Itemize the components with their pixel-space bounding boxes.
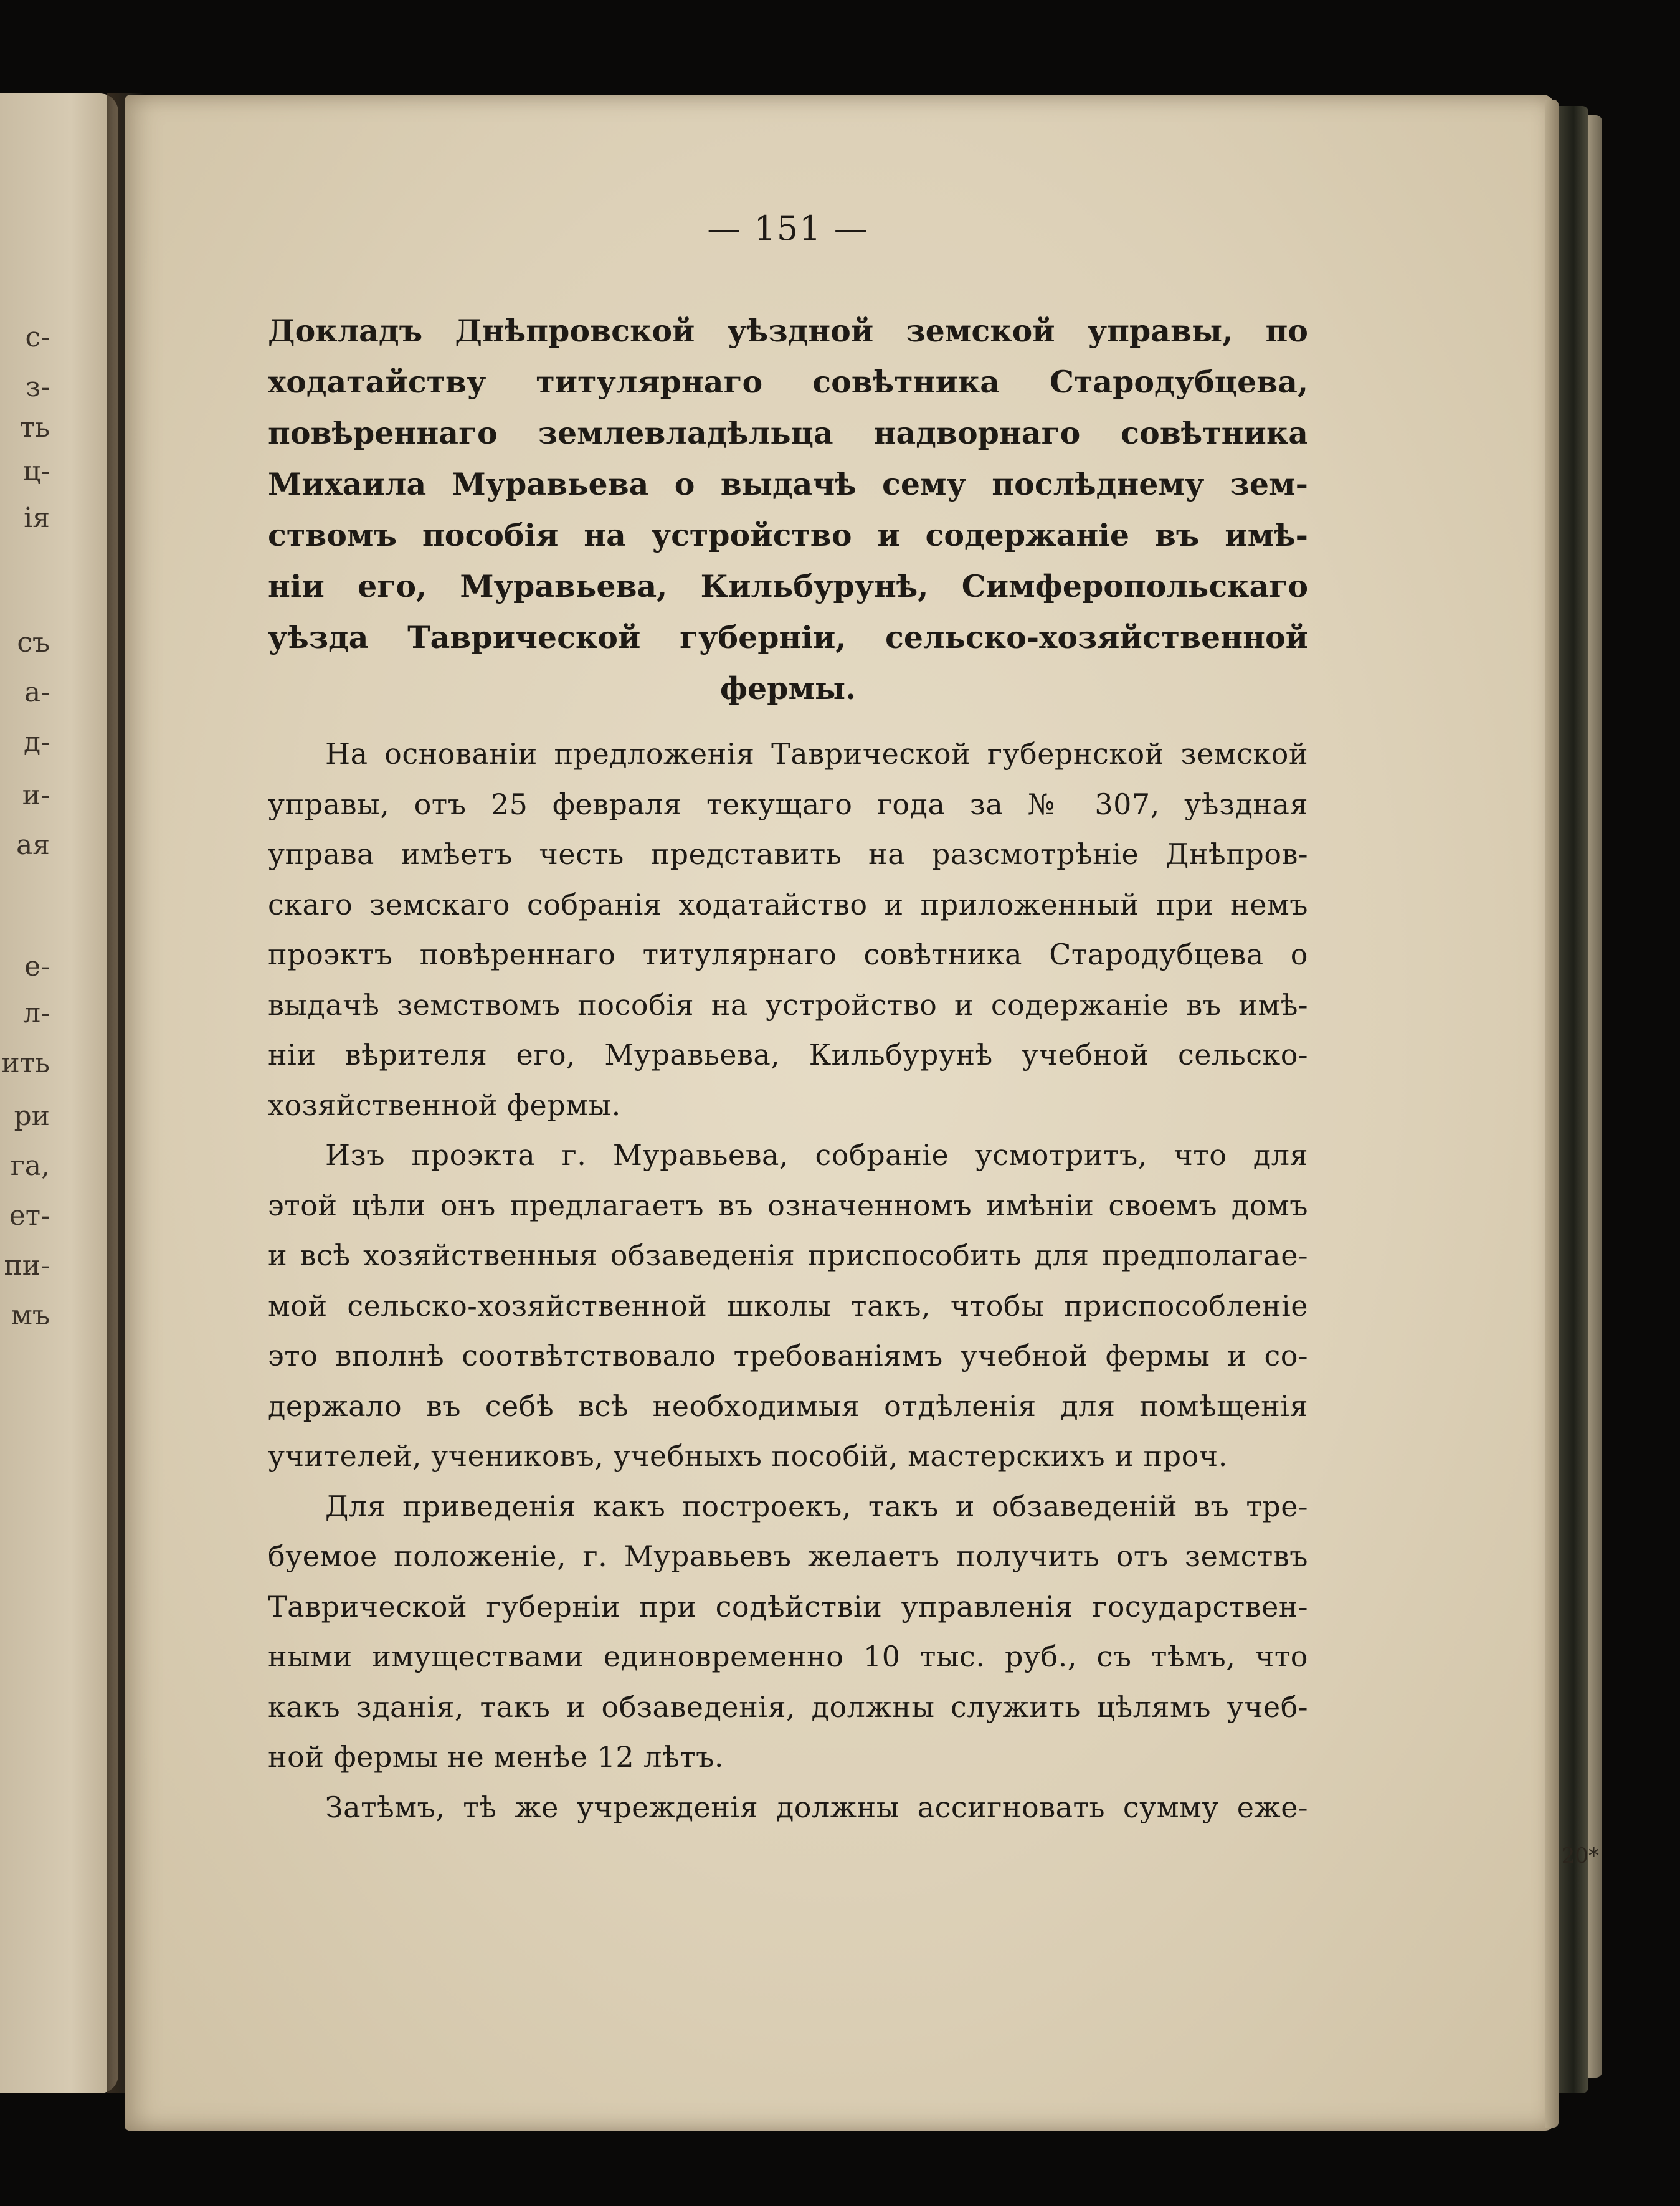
paragraph-line: управа имѣетъ честь представить на разсмотрѣніе Днѣпров- bbox=[268, 837, 1308, 871]
previous-page-text-fragment: ет- bbox=[9, 1200, 50, 1232]
book-cover-edge bbox=[1559, 106, 1588, 2093]
previous-page-text-fragment: ая bbox=[16, 829, 50, 861]
paragraph-line: скаго земскаго собранія ходатайство и приложенный при немъ bbox=[268, 887, 1308, 921]
page-number: — 151 — bbox=[707, 209, 869, 248]
paragraph-line: Для приведенія какъ построекъ, такъ и обзаведеній въ тре- bbox=[325, 1489, 1308, 1523]
previous-page-text-fragment: мъ bbox=[11, 1300, 50, 1331]
previous-page-text-fragment: ить bbox=[1, 1047, 50, 1079]
previous-page-text-fragment: съ bbox=[17, 627, 50, 658]
paragraph-line: управы, отъ 25 февраля текущаго года за № 307, уѣздная bbox=[268, 787, 1308, 821]
previous-page-text-fragment: з- bbox=[26, 371, 50, 403]
paragraph-line: проэктъ повѣреннаго титулярнаго совѣтника Стародубцева о bbox=[268, 938, 1308, 971]
paragraph-line: это вполнѣ соотвѣтствовало требованіямъ учебной фермы и со- bbox=[268, 1339, 1308, 1372]
paragraph-line: Таврической губерніи при содѣйствіи управленія государствен- bbox=[268, 1589, 1308, 1624]
paragraph-line: какъ зданія, такъ и обзаведенія, должны служить цѣлямъ учеб- bbox=[268, 1690, 1308, 1724]
paragraph-line: мой сельско-хозяйственной школы такъ, чтобы приспособленіе bbox=[268, 1288, 1308, 1323]
paragraph-line: Изъ проэкта г. Муравьева, собраніе усмотритъ, что для bbox=[325, 1138, 1308, 1172]
previous-page-text-fragment: ц- bbox=[22, 455, 50, 487]
heading-line: повѣреннаго землевладѣльца надворнаго совѣтника bbox=[268, 415, 1308, 451]
previous-page-text-fragment: ія bbox=[24, 502, 50, 534]
paragraph-line: ной фермы не менѣе 12 лѣтъ. bbox=[268, 1740, 724, 1774]
heading-line: ствомъ пособія на устройство и содержаніе въ имѣ- bbox=[268, 517, 1308, 553]
paragraph-line: выдачѣ земствомъ пособія на устройство и содержаніе въ имѣ- bbox=[268, 987, 1308, 1022]
heading-line: ніи его, Муравьева, Кильбурунѣ, Симферопольскаго bbox=[268, 568, 1308, 604]
heading-line: ходатайству титулярнаго совѣтника Стародубцева, bbox=[268, 364, 1308, 400]
heading-line: Докладъ Днѣпровской уѣздной земской управы, по bbox=[268, 313, 1308, 349]
previous-page-text-fragment: га, bbox=[10, 1150, 50, 1182]
previous-page-text-fragment: и- bbox=[22, 779, 50, 811]
previous-page-text-fragment: ри bbox=[14, 1100, 50, 1132]
paragraph-line: буемое положеніе, г. Муравьевъ желаетъ получить отъ земствъ bbox=[268, 1539, 1308, 1573]
paragraph-line: На основаніи предложенія Таврической губернской земской bbox=[325, 737, 1308, 771]
heading-line: Михаила Муравьева о выдачѣ сему послѣднему зем- bbox=[268, 466, 1308, 502]
paragraph-line: ніи вѣрителя его, Муравьева, Кильбурунѣ учебной сельско- bbox=[268, 1038, 1308, 1072]
previous-page-text-fragment: д- bbox=[24, 726, 50, 758]
report-heading bbox=[268, 305, 1308, 714]
report-body bbox=[268, 729, 1308, 1832]
paragraph-line: этой цѣли онъ предлагаетъ въ означенномъ имѣніи своемъ домъ bbox=[268, 1188, 1308, 1222]
paragraph-line: хозяйственной фермы. bbox=[268, 1088, 621, 1122]
page-edge-outer bbox=[1588, 115, 1602, 2078]
previous-page-text-fragment: л- bbox=[23, 997, 50, 1029]
signature-mark: 20* bbox=[1561, 1843, 1599, 1868]
paragraph-line: ными имуществами единовременно 10 тыс. руб., съ тѣмъ, что bbox=[268, 1640, 1308, 1673]
heading-line: уѣзда Таврической губерніи, сельско-хозяйственной bbox=[268, 619, 1308, 655]
paragraph-line: и всѣ хозяйственныя обзаведенія приспособить для предполагае- bbox=[268, 1238, 1308, 1272]
previous-page-text-fragment: а- bbox=[24, 677, 50, 708]
previous-page-edge bbox=[0, 93, 118, 2093]
previous-page-text-fragment: е- bbox=[24, 951, 50, 982]
page-edge bbox=[1545, 100, 1559, 2128]
previous-page-text-fragment: пи- bbox=[4, 1250, 50, 1281]
paragraph-line: учителей, учениковъ, учебныхъ пособій, мастерскихъ и проч. bbox=[268, 1439, 1228, 1473]
paragraph-line: Затѣмъ, тѣ же учрежденія должны ассигновать сумму еже- bbox=[325, 1790, 1308, 1824]
previous-page-text-fragment: с- bbox=[25, 321, 50, 353]
previous-page-text-fragment: ть bbox=[19, 412, 50, 444]
paragraph-line: держало въ себѣ всѣ необходимыя отдѣленія для помѣщенія bbox=[268, 1389, 1308, 1423]
heading-line: фермы. bbox=[719, 670, 857, 706]
